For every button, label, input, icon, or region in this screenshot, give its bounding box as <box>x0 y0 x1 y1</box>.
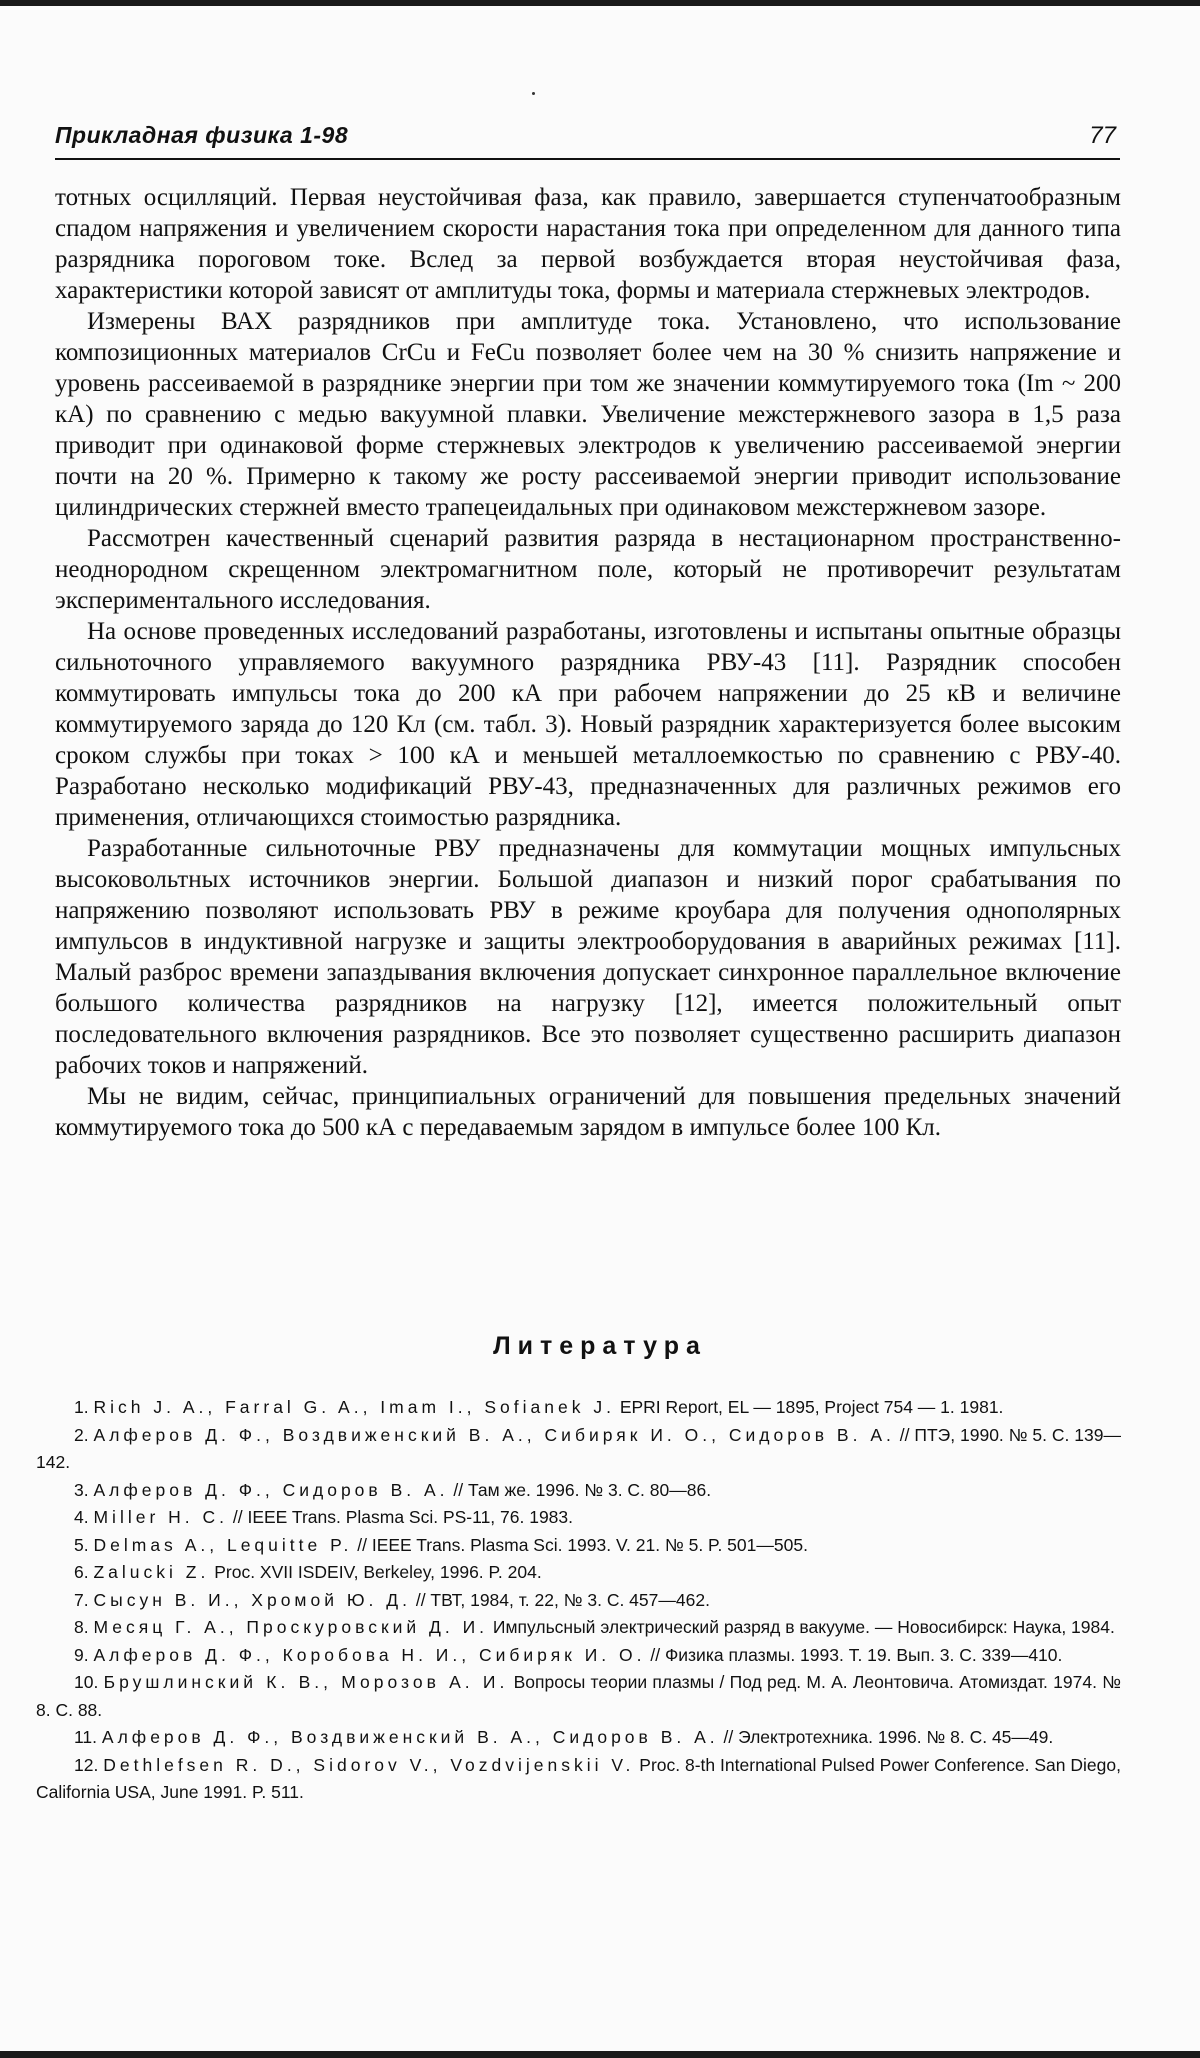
scan-bottom-edge <box>0 2051 1200 2058</box>
scan-top-edge <box>0 0 1200 6</box>
reference-number: 11. <box>74 1727 98 1747</box>
reference-number: 5. <box>74 1534 89 1555</box>
reference-number: 12. <box>74 1754 99 1775</box>
reference-authors: Алферов Д. Ф., Воздвиженский В. А., Сидоров В. А. <box>101 1727 719 1747</box>
paragraph: тотных осцилляций. Первая неустойчивая фаза, как правило, завершается ступенчатообразным спадом напряжения и увеличением скорости нарастания тока при определенном для данного типа разрядника пороговом токе. Вслед за первой возбуждается вторая неустойчивая фаза, характеристики которой зависят от амплитуды тока, формы и материала стержневых электродов. <box>55 184 1121 304</box>
reference-authors: Zalucki Z. <box>93 1562 210 1582</box>
reference-item <box>36 1669 1121 1724</box>
scan-speck <box>532 92 535 95</box>
paragraph: На основе проведенных исследований разработаны, изготовлены и испытаны опытные образцы сильноточного управляемого вакуумного разрядника РВУ-43 [11]. Разрядник способен коммутировать импульсы тока до 200 кА при рабочем напряжении до 25 кВ и величине коммутируемого заряда до 120 Кл (см. табл. 3). Новый разрядник характеризуется более высоким сроком службы при токах > 100 кА и меньшей металлоемкостью по сравнению с РВУ-40. Разработано несколько модификаций РВУ-43, предназначенных для различных режимов его применения, отличающихся стоимостью разрядника. <box>55 618 1121 831</box>
reference-item <box>36 1642 1121 1670</box>
reference-source: Вопросы теории плазмы / Под ред. М. А. Леонтовича. Атомиздат. 1974. № 8. С. 88. <box>36 1672 1121 1720</box>
reference-source: Proc. 8-th International Pulsed Power Conference. San Diego, California USA, June 1991. P. 511. <box>36 1754 1121 1802</box>
reference-number: 8. <box>74 1617 89 1637</box>
reference-number: 2. <box>74 1424 89 1445</box>
reference-item <box>36 1394 1121 1422</box>
page-number: 77 <box>1089 122 1116 149</box>
reference-item <box>36 1614 1121 1642</box>
reference-number: 9. <box>74 1644 89 1665</box>
running-header <box>55 118 1120 160</box>
reference-item <box>36 1422 1121 1477</box>
reference-source: // ПТЭ, 1990. № 5. С. 139—142. <box>36 1424 1121 1472</box>
reference-source: // Электротехника. 1996. № 8. С. 45—49. <box>723 1727 1054 1747</box>
paragraph: Мы не видим, сейчас, принципиальных ограничений для повышения предельных значений коммутируемого тока до 500 кА с передаваемым зарядом в импульсе более 100 Кл. <box>55 1083 1121 1141</box>
reference-source: // ТВТ, 1984, т. 22, № 3. С. 457—462. <box>415 1589 710 1610</box>
body-text <box>55 182 1121 1143</box>
reference-number: 10. <box>74 1672 99 1692</box>
paragraph: Разработанные сильноточные РВУ предназначены для коммутации мощных импульсных высоковольтных источников энергии. Большой диапазон и низкий порог срабатывания по напряжению позволяют использовать РВУ в режиме кроубара для получения однополярных импульсов в индуктивной нагрузке и защиты электрооборудования в аварийных режимах [11]. Малый разброс времени запаздывания включения допускает синхронное параллельное включение большого количества разрядников на нагрузку [12], имеется положительный опыт последовательного включения разрядников. Все это позволяет существенно расширить диапазон рабочих токов и напряжений. <box>55 835 1121 1079</box>
reference-number: 7. <box>74 1589 89 1610</box>
reference-source: // IEEE Trans. Plasma Sci. PS-11, 76. 1983. <box>232 1507 574 1527</box>
reference-item <box>36 1559 1121 1587</box>
reference-number: 6. <box>74 1562 89 1582</box>
reference-item <box>36 1724 1121 1752</box>
reference-source: // Физика плазмы. 1993. Т. 19. Вып. 3. С. 339—410. <box>650 1644 1063 1665</box>
reference-authors: Rich J. A., Farral G. A., Imam I., Sofianek J. <box>93 1397 615 1417</box>
reference-source: // IEEE Trans. Plasma Sci. 1993. V. 21. № 5. P. 501—505. <box>357 1534 808 1555</box>
reference-authors: Алферов Д. Ф., Сидоров В. А. <box>93 1479 449 1500</box>
reference-source: // Там же. 1996. № 3. С. 80—86. <box>453 1479 712 1500</box>
reference-item <box>36 1587 1121 1615</box>
reference-list <box>36 1394 1121 1807</box>
reference-number: 4. <box>74 1507 89 1527</box>
reference-number: 3. <box>74 1479 89 1500</box>
reference-authors: Сысун В. И., Хромой Ю. Д. <box>93 1589 411 1610</box>
reference-source: EPRI Report, EL — 1895, Project 754 — 1. 1981. <box>619 1397 1004 1417</box>
paragraph: Измерены ВАХ разрядников при амплитуде тока. Установлено, что использование композиционных материалов CrCu и FeCu позволяет более чем на 30 % снизить напряжение и уровень рассеиваемой в разряднике энергии при том же значении коммутируемого тока (Im ~ 200 кА) по сравнению с медью вакуумной плавки. Увеличение межстержневого зазора в 1,5 раза приводит при одинаковой форме стержневых электродов к увеличению рассеиваемой энергии почти на 20 %. Примерно к такому же росту рассеиваемой энергии приводит использование цилиндрических стержней вместо трапецеидальных при одинаковом межстержневом зазоре. <box>55 308 1121 521</box>
reference-authors: Miller H. C. <box>93 1507 229 1527</box>
paragraph: Рассмотрен качественный сценарий развития разряда в нестационарном пространственно-неоднородном скрещенном электромагнитном поле, который не противоречит результатам экспериментального исследования. <box>55 525 1121 614</box>
reference-source: Proc. XVII ISDEIV, Berkeley, 1996. P. 204. <box>214 1562 542 1582</box>
reference-source: Импульсный электрический разряд в вакууме. — Новосибирск: Наука, 1984. <box>492 1617 1115 1637</box>
reference-authors: Delmas A., Lequitte P. <box>93 1534 353 1555</box>
reference-authors: Dethlefsen R. D., Sidorov V., Vozdvijenskii V. <box>103 1754 635 1775</box>
reference-authors: Алферов Д. Ф., Коробова Н. И., Сибиряк И. О. <box>93 1644 646 1665</box>
reference-item <box>36 1752 1121 1807</box>
journal-title: Прикладная физика 1-98 <box>55 122 349 148</box>
references-heading: Литература <box>493 1332 707 1360</box>
reference-authors: Брушлинский К. В., Морозов А. И. <box>103 1672 509 1692</box>
reference-item <box>36 1477 1121 1505</box>
reference-authors: Алферов Д. Ф., Воздвиженский В. А., Сибиряк И. О., Сидоров В. А. <box>93 1424 895 1445</box>
reference-number: 1. <box>74 1397 89 1417</box>
reference-authors: Месяц Г. А., Проскуровский Д. И. <box>93 1617 489 1637</box>
reference-item <box>36 1504 1121 1532</box>
reference-item <box>36 1532 1121 1560</box>
